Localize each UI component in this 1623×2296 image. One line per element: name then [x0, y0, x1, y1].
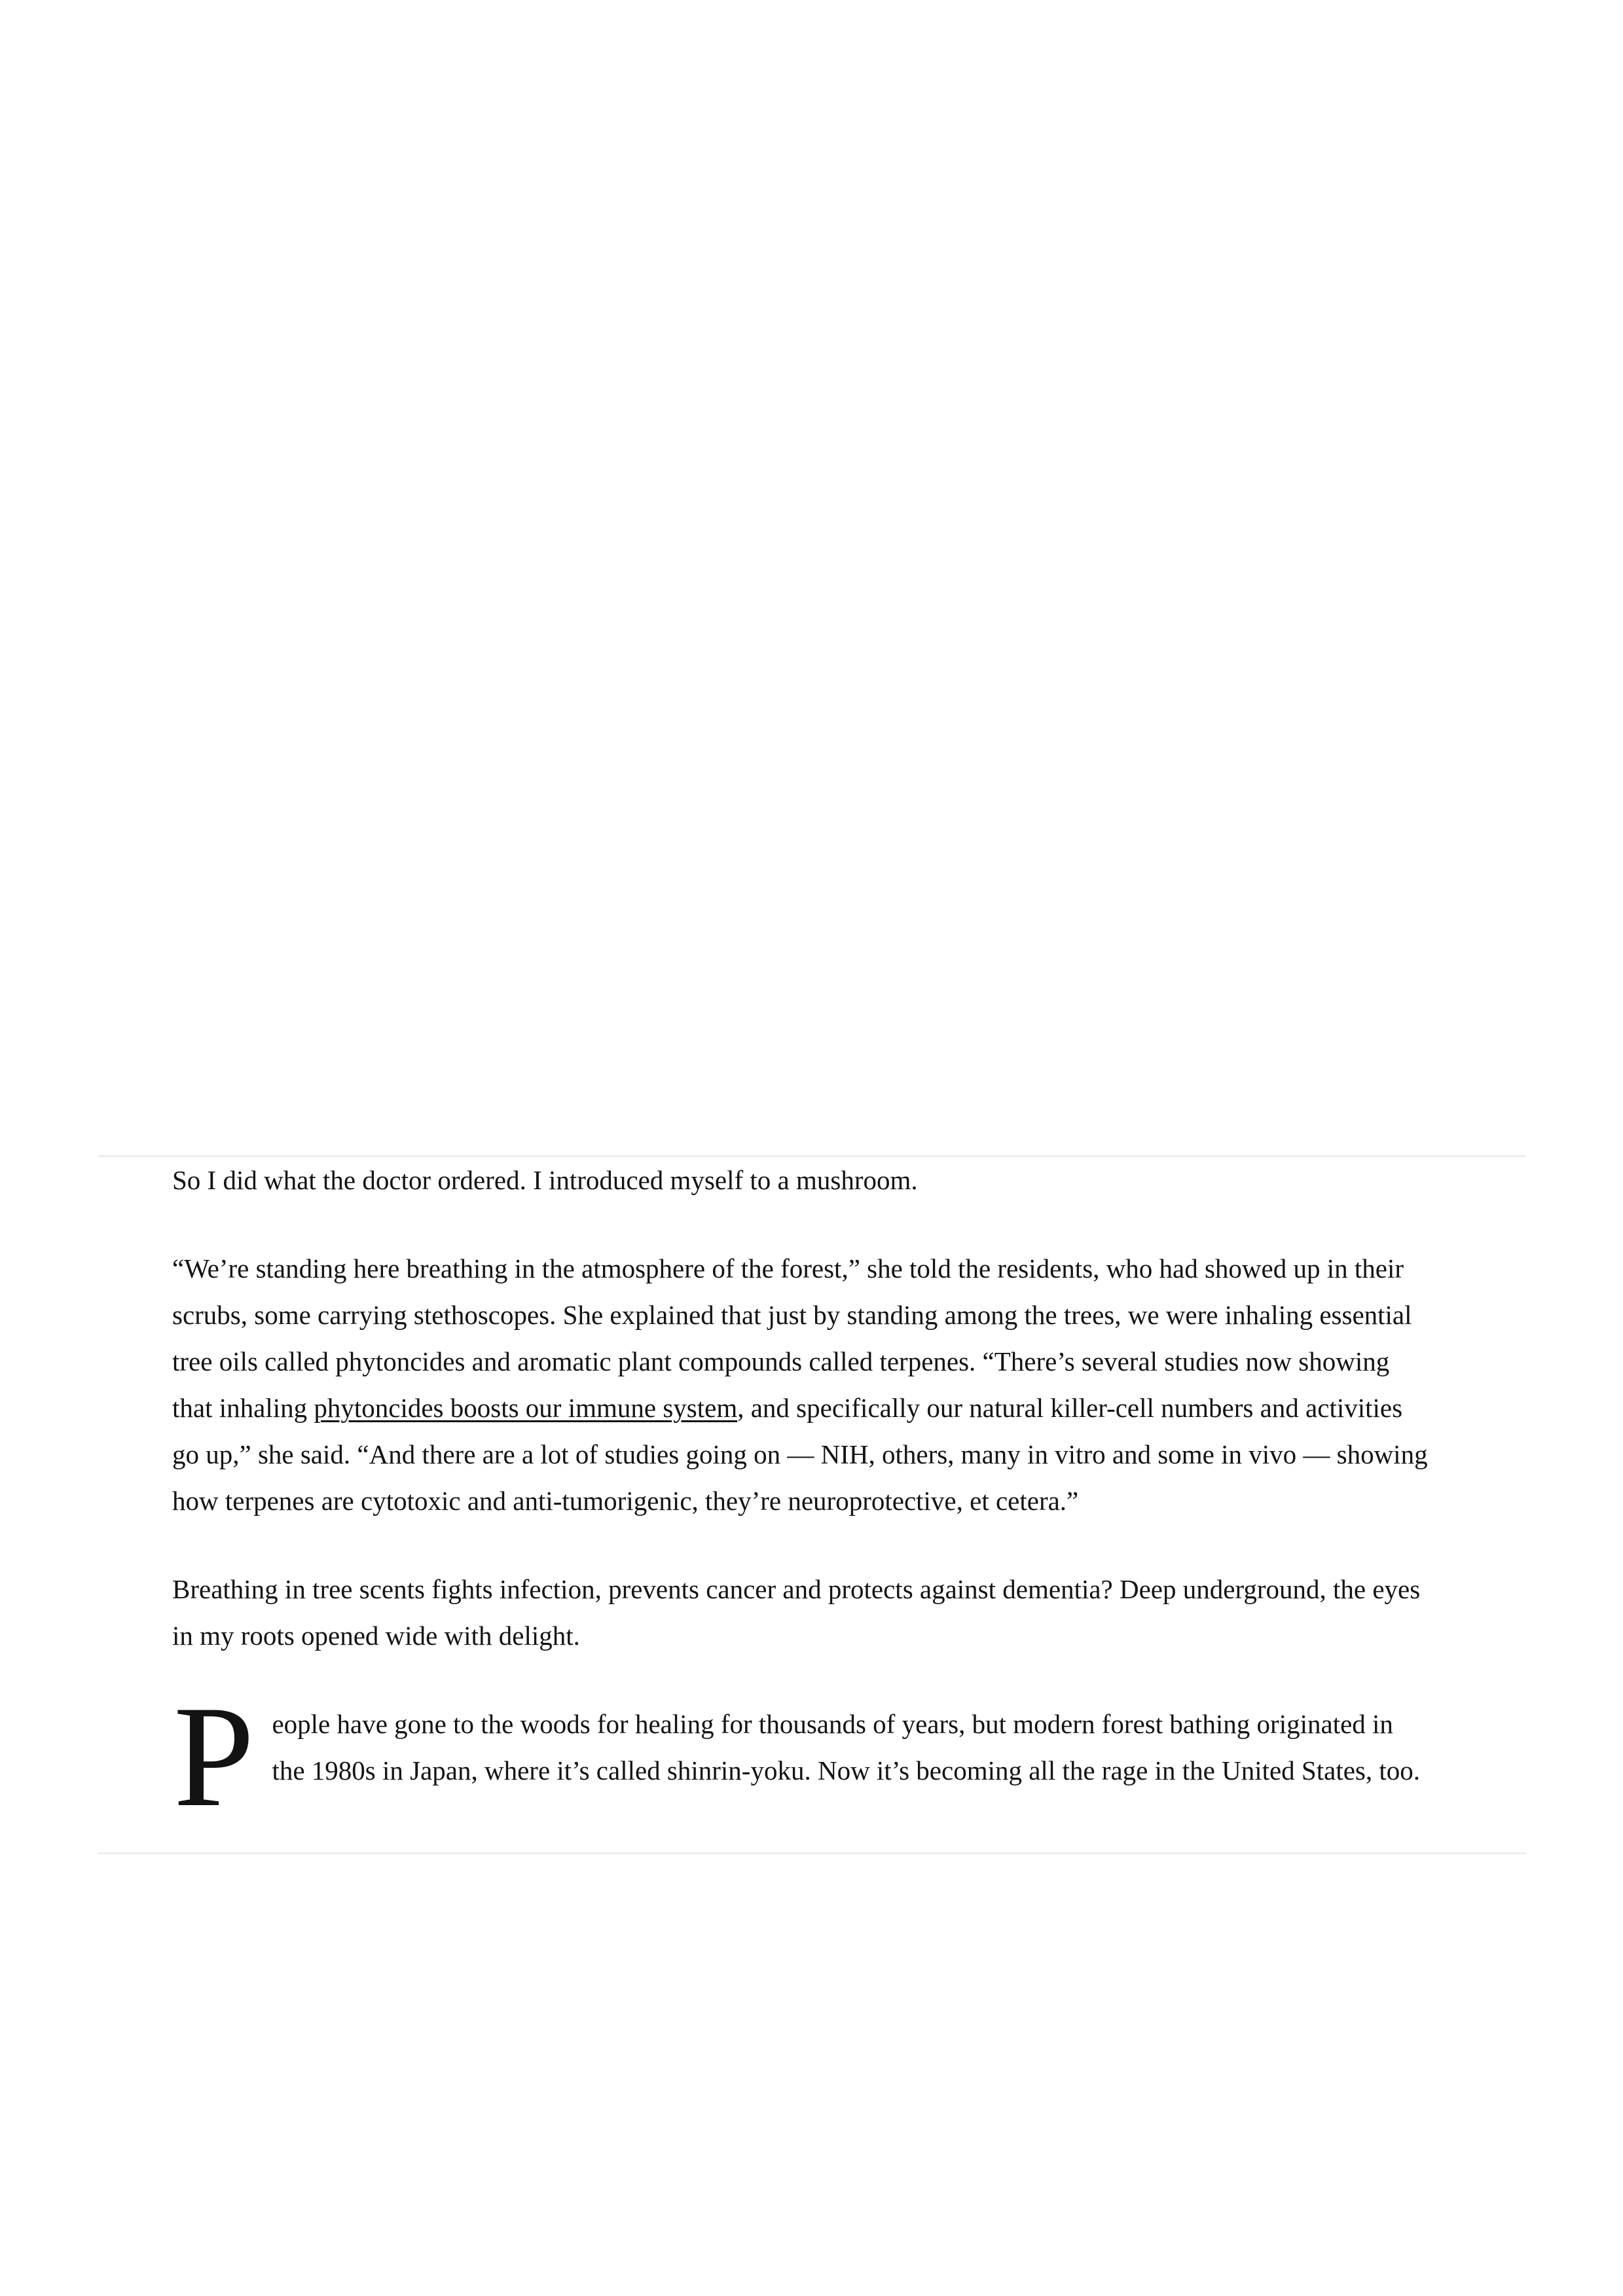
paragraph-tree-scents — [172, 1566, 1432, 1659]
article-body — [172, 1157, 1432, 1852]
bottom-divider — [98, 1852, 1525, 1854]
paragraph-forest-quote — [172, 1246, 1432, 1524]
paragraph-forest-bathing-history — [172, 1676, 1432, 1837]
paragraph-text: So I did what the doctor ordered. I introduced myself to a mushroom. — [172, 1165, 918, 1195]
phytoncides-immune-system-link[interactable]: phytoncides boosts our immune system — [314, 1393, 738, 1423]
dropcap-letter-p: P — [173, 1676, 255, 1837]
paragraph-doctor-ordered — [172, 1157, 1432, 1204]
paragraph-text: eople have gone to the woods for healing for thousands of years, but modern forest bathing originated in the 1980s in Japan, where it’s called shinrin-yoku. Now it’s becoming all the rage in the United States, too. — [272, 1709, 1420, 1785]
article-text-section — [98, 1155, 1525, 1854]
quote-text-after-link: , and specifically our natural killer-cell numbers and activities go up,” she said. “And there are a lot of studies going on — NIH, others, many in vitro and some in vivo — showing how terpenes are cytotoxic and anti-tumorigenic, they’re neuroprotective, et cetera.” — [172, 1393, 1428, 1516]
paragraph-text: Breathing in tree scents fights infection, prevents cancer and protects against dementia? Deep underground, the eyes in my roots opened wide with delight. — [172, 1574, 1421, 1651]
quote-text-before-link: “We’re standing here breathing in the atmosphere of the forest,” she told the residents, who had showed up in their scrubs, some carrying stethoscopes. She explained that just by standing among the trees, we were inhaling essential tree oils called phytoncides and aromatic plant compounds called terpenes. “There’s several studies now showing that inhaling — [172, 1253, 1412, 1423]
